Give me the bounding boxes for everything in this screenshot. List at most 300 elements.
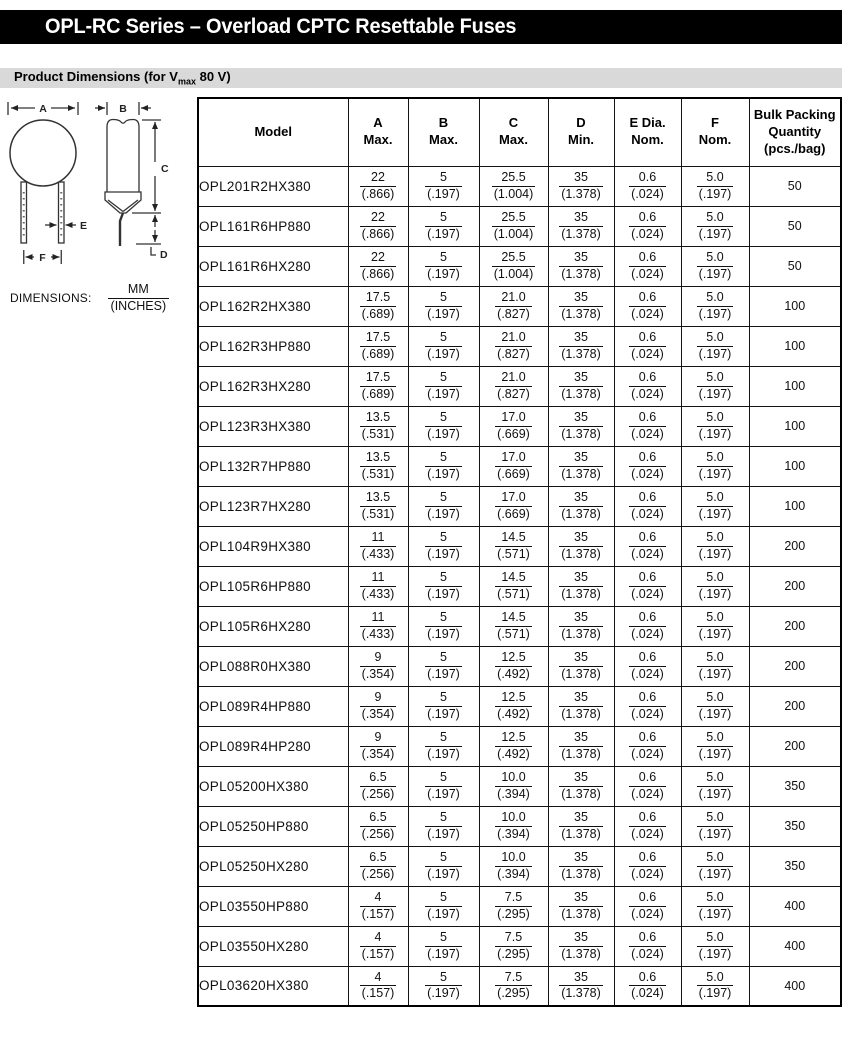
mm-inch-fraction: $\frac{5.0}{(.197)}$ (698, 890, 732, 921)
mm-inch-fraction: $\frac{0.6}{(.024)}$ (631, 570, 664, 601)
dim-cell-b (408, 366, 479, 406)
dim-cell-e (614, 166, 681, 206)
dim-cell-c (479, 566, 548, 606)
dim-cell-c (479, 726, 548, 766)
table-row (198, 246, 841, 286)
dim-cell-e (614, 326, 681, 366)
mm-inch-fraction: $\frac{5}{(.197)}$ (427, 330, 460, 361)
dim-cell-f (681, 166, 749, 206)
table-row (198, 606, 841, 646)
dim-label-b: B (119, 103, 127, 115)
dim-cell-b (408, 726, 479, 766)
dim-cell-e (614, 886, 681, 926)
dim-cell-d (548, 486, 614, 526)
dim-cell-c (479, 406, 548, 446)
dim-cell-a (348, 646, 408, 686)
mm-inch-fraction: $\frac{5}{(.197)}$ (427, 890, 460, 921)
dim-cell-a (348, 926, 408, 966)
mm-inch-fraction: $\frac{5.0}{(.197)}$ (698, 850, 732, 881)
mm-inch-fraction: $\frac{5.0}{(.197)}$ (698, 690, 732, 721)
mm-inch-fraction: $\frac{35}{(1.378)}$ (561, 690, 601, 721)
dim-cell-a (348, 406, 408, 446)
dim-label-e: E (80, 220, 88, 232)
mm-inch-fraction: $\frac{13.5}{(.531)}$ (361, 410, 395, 441)
dim-cell-b (408, 166, 479, 206)
mm-inch-fraction: $\frac{25.5}{(1.004)}$ (493, 170, 534, 201)
mm-inch-fraction: $\frac{5.0}{(.197)}$ (698, 730, 732, 761)
dim-cell-b (408, 966, 479, 1006)
table-row (198, 766, 841, 806)
dim-cell-e (614, 606, 681, 646)
dim-cell-c (479, 446, 548, 486)
mm-inch-fraction: $\frac{5.0}{(.197)}$ (698, 170, 732, 201)
table-row (198, 806, 841, 846)
dim-cell-e (614, 406, 681, 446)
mm-inch-fraction: $\frac{5.0}{(.197)}$ (698, 450, 732, 481)
dim-cell-a (348, 846, 408, 886)
col-header-d: D Min. (548, 98, 614, 166)
model-cell: OPL089R4HP280 (198, 726, 348, 766)
mm-inch-fraction: $\frac{0.6}{(.024)}$ (631, 650, 664, 681)
model-cell: OPL162R3HP880 (198, 326, 348, 366)
table-row (198, 646, 841, 686)
side-view (95, 102, 161, 255)
mm-inch-fraction: $\frac{5.0}{(.197)}$ (698, 250, 732, 281)
dim-cell-b (408, 846, 479, 886)
model-cell: OPL161R6HX280 (198, 246, 348, 286)
mm-inch-fraction: $\frac{35}{(1.378)}$ (561, 290, 601, 321)
dim-cell-b (408, 806, 479, 846)
mm-inch-fraction: $\frac{17.0}{(.669)}$ (497, 410, 530, 441)
table-row (198, 686, 841, 726)
dimensions-table (197, 97, 842, 1007)
qty-cell: 100 (749, 326, 841, 366)
mm-inch-fraction: $\frac{21.0}{(.827)}$ (497, 370, 530, 401)
table-row (198, 286, 841, 326)
qty-cell: 200 (749, 686, 841, 726)
table-row (198, 726, 841, 766)
product-dimension-diagram (4, 100, 194, 272)
model-cell: OPL089R4HP880 (198, 686, 348, 726)
mm-inch-fraction: $\frac{5}{(.197)}$ (427, 650, 460, 681)
dim-cell-b (408, 566, 479, 606)
mm-inch-fraction: $\frac{5.0}{(.197)}$ (698, 290, 732, 321)
mm-inch-fraction: $\frac{5}{(.197)}$ (427, 410, 460, 441)
mm-inch-fraction: $\frac{0.6}{(.024)}$ (631, 330, 664, 361)
mm-inch-fraction: $\frac{17.5}{(.689)}$ (361, 330, 395, 361)
dim-cell-d (548, 366, 614, 406)
mm-inch-fraction: $\frac{0.6}{(.024)}$ (631, 170, 664, 201)
dim-label-a: A (39, 103, 47, 115)
mm-inch-fraction: $\frac{22}{(.866)}$ (361, 250, 395, 281)
mm-inch-fraction: $\frac{21.0}{(.827)}$ (497, 330, 530, 361)
mm-inch-fraction: $\frac{5.0}{(.197)}$ (698, 810, 732, 841)
mm-inch-fraction: $\frac{35}{(1.378)}$ (561, 530, 601, 561)
dim-cell-f (681, 726, 749, 766)
dim-cell-a (348, 446, 408, 486)
dimensions-note (10, 282, 169, 314)
dim-cell-a (348, 966, 408, 1006)
mm-inch-fraction: $\frac{5}{(.197)}$ (427, 170, 460, 201)
mm-inch-fraction: $\frac{35}{(1.378)}$ (561, 610, 601, 641)
qty-cell: 350 (749, 806, 841, 846)
mm-inch-fraction: $\frac{0.6}{(.024)}$ (631, 450, 664, 481)
mm-inch-fraction: $\frac{11}{(.433)}$ (361, 570, 395, 601)
model-cell: OPL201R2HX380 (198, 166, 348, 206)
dim-cell-d (548, 766, 614, 806)
table-row (198, 926, 841, 966)
fuse-disc (10, 120, 76, 186)
qty-cell: 200 (749, 566, 841, 606)
dim-cell-a (348, 686, 408, 726)
mm-inch-fraction: $\frac{5}{(.197)}$ (427, 850, 460, 881)
dim-label-d: D (160, 249, 168, 261)
model-cell: OPL05250HX280 (198, 846, 348, 886)
title-bar (0, 10, 842, 44)
mm-inch-fraction: $\frac{5.0}{(.197)}$ (698, 650, 732, 681)
mm-inch-fraction: $\frac{11}{(.433)}$ (361, 530, 395, 561)
dim-cell-a (348, 286, 408, 326)
model-cell: OPL05200HX380 (198, 766, 348, 806)
dim-cell-b (408, 926, 479, 966)
dim-cell-c (479, 526, 548, 566)
qty-cell: 100 (749, 366, 841, 406)
mm-inch-fraction: $\frac{22}{(.866)}$ (361, 210, 395, 241)
dim-cell-e (614, 686, 681, 726)
dim-cell-d (548, 926, 614, 966)
dim-cell-f (681, 806, 749, 846)
dim-cell-e (614, 966, 681, 1006)
mm-inch-fraction: $\frac{9}{(.354)}$ (361, 690, 395, 721)
model-cell: OPL03620HX380 (198, 966, 348, 1006)
mm-inch-fraction: $\frac{0.6}{(.024)}$ (631, 250, 664, 281)
qty-cell: 350 (749, 766, 841, 806)
mm-inch-fraction: $\frac{25.5}{(1.004)}$ (493, 250, 534, 281)
mm-inch-fraction: $\frac{35}{(1.378)}$ (561, 250, 601, 281)
model-cell: OPL162R3HX280 (198, 366, 348, 406)
dim-cell-a (348, 526, 408, 566)
table-row (198, 206, 841, 246)
dim-cell-b (408, 686, 479, 726)
units-inches: (INCHES) (108, 298, 170, 315)
mm-inch-fraction: $\frac{5.0}{(.197)}$ (698, 770, 732, 801)
mm-inch-fraction: $\frac{0.6}{(.024)}$ (631, 690, 664, 721)
dim-cell-e (614, 806, 681, 846)
mm-inch-fraction: $\frac{4}{(.157)}$ (361, 930, 395, 961)
dim-cell-c (479, 686, 548, 726)
dim-cell-d (548, 206, 614, 246)
model-cell: OPL123R7HX280 (198, 486, 348, 526)
dim-cell-f (681, 646, 749, 686)
mm-inch-fraction: $\frac{5.0}{(.197)}$ (698, 370, 732, 401)
dim-label-f: F (39, 252, 46, 264)
dim-cell-d (548, 286, 614, 326)
col-header-e: E Dia. Nom. (614, 98, 681, 166)
col-header-c: C Max. (479, 98, 548, 166)
dim-cell-c (479, 806, 548, 846)
dim-cell-d (548, 806, 614, 846)
dim-cell-d (548, 886, 614, 926)
mm-inch-fraction: $\frac{25.5}{(1.004)}$ (493, 210, 534, 241)
mm-inch-fraction: $\frac{0.6}{(.024)}$ (631, 490, 664, 521)
mm-inch-fraction: $\frac{6.5}{(.256)}$ (361, 810, 395, 841)
model-cell: OPL05250HP880 (198, 806, 348, 846)
table-row (198, 446, 841, 486)
mm-inch-fraction: $\frac{5}{(.197)}$ (427, 450, 460, 481)
mm-inch-fraction: $\frac{5}{(.197)}$ (427, 250, 460, 281)
section-bar (0, 68, 842, 88)
units-mm: MM (127, 282, 149, 296)
qty-cell: 200 (749, 606, 841, 646)
dim-cell-a (348, 606, 408, 646)
mm-inch-fraction: $\frac{5}{(.197)}$ (427, 290, 460, 321)
dim-cell-b (408, 246, 479, 286)
dim-cell-f (681, 686, 749, 726)
model-cell: OPL088R0HX380 (198, 646, 348, 686)
mm-inch-fraction: $\frac{4}{(.157)}$ (361, 890, 395, 921)
mm-inch-fraction: $\frac{5.0}{(.197)}$ (698, 570, 732, 601)
mm-inch-fraction: $\frac{11}{(.433)}$ (361, 610, 395, 641)
mm-inch-fraction: $\frac{17.0}{(.669)}$ (497, 450, 530, 481)
dim-cell-c (479, 246, 548, 286)
qty-cell: 350 (749, 846, 841, 886)
dim-cell-a (348, 486, 408, 526)
dim-cell-a (348, 326, 408, 366)
col-header-f: F Nom. (681, 98, 749, 166)
col-header-b: B Max. (408, 98, 479, 166)
mm-inch-fraction: $\frac{0.6}{(.024)}$ (631, 730, 664, 761)
mm-inch-fraction: $\frac{5}{(.197)}$ (427, 970, 460, 1001)
mm-inch-fraction: $\frac{35}{(1.378)}$ (561, 490, 601, 521)
dim-cell-d (548, 726, 614, 766)
mm-inch-fraction: $\frac{5}{(.197)}$ (427, 930, 460, 961)
table-row (198, 886, 841, 926)
mm-inch-fraction: $\frac{5}{(.197)}$ (427, 610, 460, 641)
mm-inch-fraction: $\frac{5.0}{(.197)}$ (698, 210, 732, 241)
mm-inch-fraction: $\frac{21.0}{(.827)}$ (497, 290, 530, 321)
mm-inch-fraction: $\frac{0.6}{(.024)}$ (631, 810, 664, 841)
dim-cell-c (479, 966, 548, 1006)
mm-inch-fraction: $\frac{35}{(1.378)}$ (561, 210, 601, 241)
dim-cell-e (614, 446, 681, 486)
dim-cell-e (614, 766, 681, 806)
units-fraction (108, 282, 170, 314)
col-header-model: Model (198, 98, 348, 166)
dim-cell-d (548, 446, 614, 486)
dim-cell-d (548, 846, 614, 886)
dim-cell-c (479, 886, 548, 926)
mm-inch-fraction: $\frac{12.5}{(.492)}$ (497, 730, 530, 761)
dim-cell-d (548, 406, 614, 446)
mm-inch-fraction: $\frac{4}{(.157)}$ (361, 970, 395, 1001)
mm-inch-fraction: $\frac{0.6}{(.024)}$ (631, 210, 664, 241)
table-row (198, 366, 841, 406)
dim-cell-d (548, 566, 614, 606)
dim-cell-f (681, 926, 749, 966)
dim-cell-e (614, 486, 681, 526)
dim-cell-b (408, 606, 479, 646)
mm-inch-fraction: $\frac{5.0}{(.197)}$ (698, 970, 732, 1001)
dim-cell-e (614, 846, 681, 886)
mm-inch-fraction: $\frac{22}{(.866)}$ (361, 170, 395, 201)
mm-inch-fraction: $\frac{6.5}{(.256)}$ (361, 770, 395, 801)
mm-inch-fraction: $\frac{6.5}{(.256)}$ (361, 850, 395, 881)
mm-inch-fraction: $\frac{5.0}{(.197)}$ (698, 530, 732, 561)
dim-cell-f (681, 846, 749, 886)
dim-cell-a (348, 806, 408, 846)
mm-inch-fraction: $\frac{5}{(.197)}$ (427, 770, 460, 801)
mm-inch-fraction: $\frac{7.5}{(.295)}$ (497, 970, 530, 1001)
dim-cell-f (681, 286, 749, 326)
dim-cell-c (479, 766, 548, 806)
model-cell: OPL03550HP880 (198, 886, 348, 926)
dim-cell-c (479, 926, 548, 966)
dim-cell-d (548, 246, 614, 286)
dim-cell-e (614, 646, 681, 686)
table-head (198, 98, 841, 166)
mm-inch-fraction: $\frac{5.0}{(.197)}$ (698, 410, 732, 441)
mm-inch-fraction: $\frac{35}{(1.378)}$ (561, 330, 601, 361)
dim-cell-e (614, 246, 681, 286)
dim-cell-f (681, 206, 749, 246)
dim-cell-f (681, 966, 749, 1006)
mm-inch-fraction: $\frac{0.6}{(.024)}$ (631, 290, 664, 321)
qty-cell: 100 (749, 406, 841, 446)
mm-inch-fraction: $\frac{5}{(.197)}$ (427, 730, 460, 761)
mm-inch-fraction: $\frac{0.6}{(.024)}$ (631, 410, 664, 441)
section-title: Product Dimensions (for $V_{max}$ 80 V) (14, 69, 231, 87)
qty-cell: 400 (749, 886, 841, 926)
dim-cell-e (614, 526, 681, 566)
mm-inch-fraction: $\frac{35}{(1.378)}$ (561, 410, 601, 441)
mm-inch-fraction: $\frac{35}{(1.378)}$ (561, 170, 601, 201)
mm-inch-fraction: $\frac{7.5}{(.295)}$ (497, 890, 530, 921)
dim-cell-a (348, 366, 408, 406)
mm-inch-fraction: $\frac{35}{(1.378)}$ (561, 850, 601, 881)
dim-cell-a (348, 566, 408, 606)
dim-cell-d (548, 966, 614, 1006)
qty-cell: 200 (749, 726, 841, 766)
dim-cell-a (348, 766, 408, 806)
mm-inch-fraction: $\frac{0.6}{(.024)}$ (631, 970, 664, 1001)
mm-inch-fraction: $\frac{17.5}{(.689)}$ (361, 370, 395, 401)
dim-cell-a (348, 166, 408, 206)
front-view (8, 102, 78, 264)
model-cell: OPL03550HX280 (198, 926, 348, 966)
model-cell: OPL132R7HP880 (198, 446, 348, 486)
mm-inch-fraction: $\frac{10.0}{(.394)}$ (497, 850, 530, 881)
mm-inch-fraction: $\frac{14.5}{(.571)}$ (497, 570, 530, 601)
mm-inch-fraction: $\frac{0.6}{(.024)}$ (631, 850, 664, 881)
qty-cell: 100 (749, 286, 841, 326)
qty-cell: 100 (749, 446, 841, 486)
dim-cell-a (348, 726, 408, 766)
dim-cell-e (614, 566, 681, 606)
mm-inch-fraction: $\frac{0.6}{(.024)}$ (631, 890, 664, 921)
dim-cell-f (681, 606, 749, 646)
mm-inch-fraction: $\frac{5.0}{(.197)}$ (698, 330, 732, 361)
dim-cell-b (408, 766, 479, 806)
mm-inch-fraction: $\frac{5}{(.197)}$ (427, 690, 460, 721)
dim-cell-f (681, 366, 749, 406)
model-cell: OPL105R6HP880 (198, 566, 348, 606)
dim-cell-d (548, 686, 614, 726)
dim-cell-f (681, 406, 749, 446)
mm-inch-fraction: $\frac{5}{(.197)}$ (427, 490, 460, 521)
mm-inch-fraction: $\frac{5}{(.197)}$ (427, 210, 460, 241)
model-cell: OPL123R3HX380 (198, 406, 348, 446)
dim-cell-e (614, 206, 681, 246)
mm-inch-fraction: $\frac{0.6}{(.024)}$ (631, 930, 664, 961)
mm-inch-fraction: $\frac{35}{(1.378)}$ (561, 970, 601, 1001)
mm-inch-fraction: $\frac{5.0}{(.197)}$ (698, 610, 732, 641)
dim-cell-a (348, 246, 408, 286)
dim-label-c: C (161, 163, 169, 175)
mm-inch-fraction: $\frac{35}{(1.378)}$ (561, 650, 601, 681)
table-row (198, 326, 841, 366)
mm-inch-fraction: $\frac{12.5}{(.492)}$ (497, 650, 530, 681)
qty-cell: 50 (749, 166, 841, 206)
qty-cell: 50 (749, 206, 841, 246)
mm-inch-fraction: $\frac{14.5}{(.571)}$ (497, 610, 530, 641)
mm-inch-fraction: $\frac{5}{(.197)}$ (427, 530, 460, 561)
col-header-a: A Max. (348, 98, 408, 166)
mm-inch-fraction: $\frac{35}{(1.378)}$ (561, 930, 601, 961)
mm-inch-fraction: $\frac{9}{(.354)}$ (361, 730, 395, 761)
model-cell: OPL161R6HP880 (198, 206, 348, 246)
dim-cell-c (479, 846, 548, 886)
dim-cell-d (548, 526, 614, 566)
dim-cell-c (479, 646, 548, 686)
dim-cell-f (681, 766, 749, 806)
qty-cell: 400 (749, 966, 841, 1006)
mm-inch-fraction: $\frac{35}{(1.378)}$ (561, 810, 601, 841)
mm-inch-fraction: $\frac{0.6}{(.024)}$ (631, 370, 664, 401)
mm-inch-fraction: $\frac{35}{(1.378)}$ (561, 370, 601, 401)
dim-cell-d (548, 326, 614, 366)
dim-cell-c (479, 606, 548, 646)
vmax-subscript: max (177, 76, 196, 87)
mm-inch-fraction: $\frac{35}{(1.378)}$ (561, 570, 601, 601)
dim-cell-b (408, 886, 479, 926)
table-row (198, 966, 841, 1006)
mm-inch-fraction: $\frac{17.5}{(.689)}$ (361, 290, 395, 321)
mm-inch-fraction: $\frac{35}{(1.378)}$ (561, 450, 601, 481)
mm-inch-fraction: $\frac{35}{(1.378)}$ (561, 890, 601, 921)
dim-cell-b (408, 326, 479, 366)
dim-cell-d (548, 646, 614, 686)
table-row (198, 846, 841, 886)
mm-inch-fraction: $\frac{5}{(.197)}$ (427, 810, 460, 841)
dim-cell-c (479, 166, 548, 206)
header-row (198, 98, 841, 166)
dim-cell-b (408, 286, 479, 326)
qty-cell: 200 (749, 526, 841, 566)
mm-inch-fraction: $\frac{5}{(.197)}$ (427, 570, 460, 601)
mm-inch-fraction: $\frac{7.5}{(.295)}$ (497, 930, 530, 961)
dim-cell-f (681, 566, 749, 606)
fuse-body-side (107, 120, 139, 193)
dim-cell-e (614, 926, 681, 966)
mm-inch-fraction: $\frac{0.6}{(.024)}$ (631, 770, 664, 801)
dim-cell-f (681, 326, 749, 366)
mm-inch-fraction: $\frac{13.5}{(.531)}$ (361, 490, 395, 521)
table-row (198, 526, 841, 566)
qty-cell: 50 (749, 246, 841, 286)
dim-cell-f (681, 486, 749, 526)
mm-inch-fraction: $\frac{5.0}{(.197)}$ (698, 930, 732, 961)
mm-inch-fraction: $\frac{0.6}{(.024)}$ (631, 530, 664, 561)
